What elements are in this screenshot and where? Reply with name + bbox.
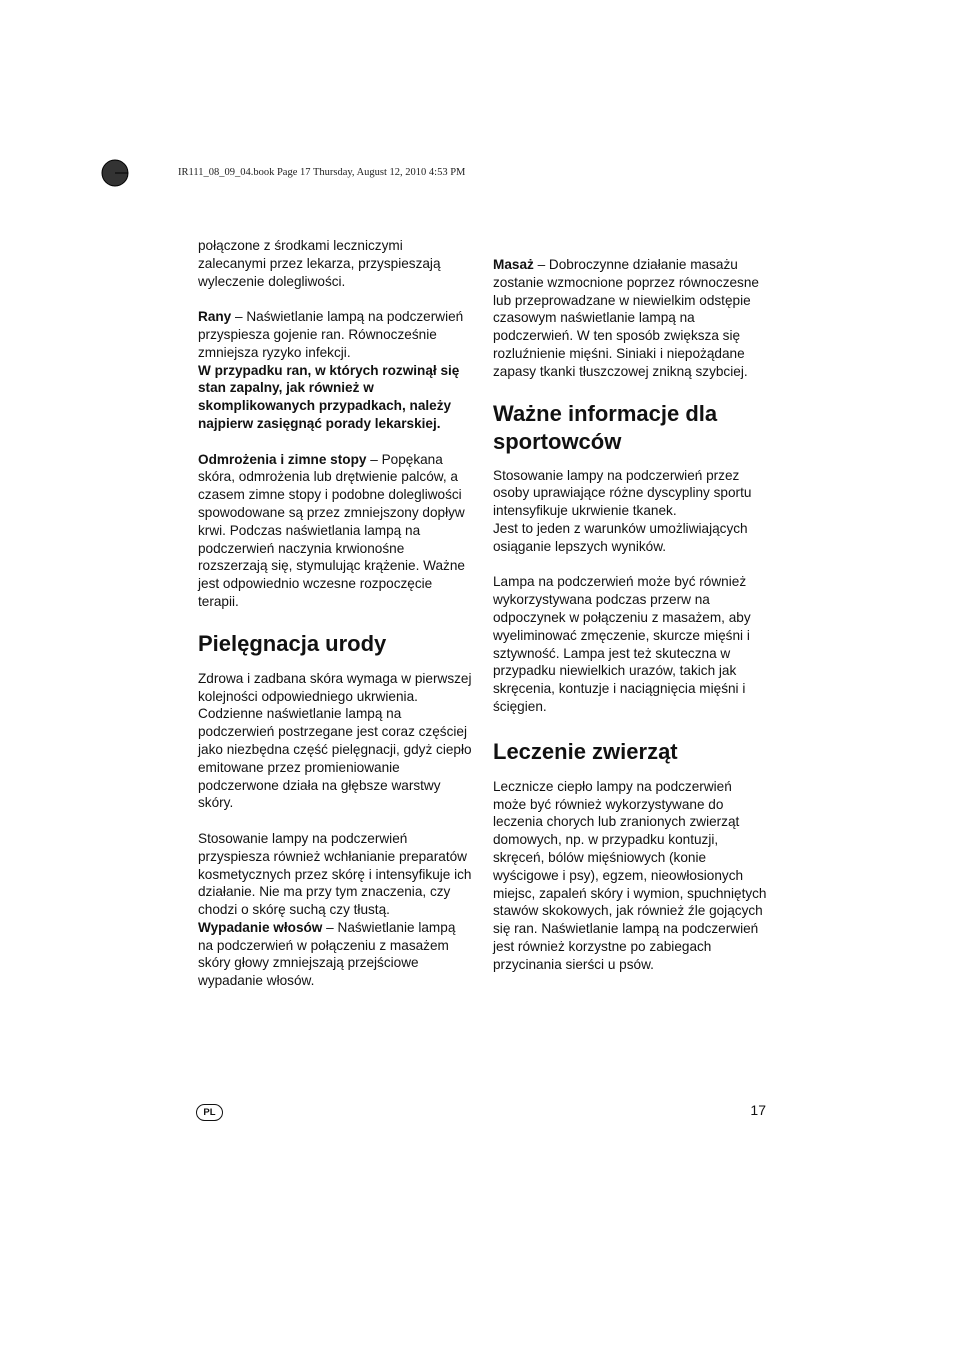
term-massage: Masaż [493, 257, 534, 272]
paragraph-beauty-2: Stosowanie lampy na podczerwień przyspiesza również wchłanianie preparatów kosmetycznych przez skórę i intensyfikuje ich działanie. Nie ma przy tym znaczenia, czy chodzi o skórę suchą czy tłustą. [198, 830, 472, 918]
page-number: 17 [750, 1102, 766, 1118]
paragraph-animals: Lecznicze ciepło lampy na podczerwień może być również wykorzystywane do leczenia chorych lub zranionych zwierząt domowych, np. w przypadku kontuzji, skręceń, bólów mięśniowych (konie wyścigowe i psy), egzem, nieowłosionych miejsc, zapaleń skóry i wymion, spuchniętych stawów skokowych, jak również źle gojących się ran. Naświetlanie lampą na podczerwień jest również korzystne po zabiegach przycinania sierści u psów. [493, 778, 767, 972]
heading-beauty: Pielęgnacja urody [198, 630, 387, 656]
warning-rany: W przypadku ran, w których rozwinął się stan zapalny, jak również w skomplikowanych przypadkach, należy najpierw zasięgnąć porady lekarskiej. [198, 362, 460, 431]
paragraph-intro: połączone z środkami leczniczymi zalecanymi przez lekarza, przyspieszają wyleczenie dolegliwości. [198, 238, 441, 289]
print-header: IR111_08_09_04.book Page 17 Thursday, August 12, 2010 4:53 PM [178, 167, 466, 178]
paragraph-beauty-1: Zdrowa i zadbana skóra wymaga w pierwszej kolejności odpowiedniego ukrwienia. Codzienne naświetlanie lampą na podczerwień postrzegane jest coraz częściej jako niezbędna część pielęgnacji, gdyż ciepło emitowane przez promieniowanie podczerwone działa na głębsze warstwy skóry. [198, 670, 472, 811]
text-massage: – Dobroczynne działanie masażu zostanie wzmocnione poprzez równoczesne lub przeprowadzane w niewielkim odstępie czasowym naświetlanie lampą na podczerwień. W ten sposób zwiększa się rozluźnienie mięśni. Siniaki i niepożądane zapasy tkanki tłuszczowej znikną szybciej. [493, 257, 759, 379]
paragraph-massage [493, 256, 768, 381]
term-rany: Rany [198, 309, 232, 325]
heading-animals: Leczenie zwierząt [493, 738, 678, 764]
paragraph-odmrozenia [198, 451, 473, 611]
heading-sport: Ważne informacje dla sportowców [493, 400, 718, 454]
text-hair: – Naświetlanie lampą na podczerwień w połączeniu z masażem skóry głowy zmniejszają przejściowe wypadanie włosów. [198, 919, 456, 989]
paragraph-rany [198, 308, 473, 361]
paragraph-hair [198, 919, 473, 990]
term-odmrozenia: Odmrożenia i zimne stopy [198, 451, 367, 467]
right-column [493, 256, 768, 974]
paragraph-sport-1: Stosowanie lampy na podczerwień przez osoby uprawiające różne dyscypliny sportu intensyfikuje ukrwienie tkanek. [493, 467, 752, 519]
paragraph-sport-2: Jest to jeden z warunków umożliwiających osiąganie lepszych wyników. [493, 520, 748, 554]
left-column [198, 237, 473, 990]
term-hair: Wypadanie włosów [198, 919, 323, 935]
language-badge: PL [196, 1104, 223, 1121]
text-rany: – Naświetlanie lampą na podczerwień przyspiesza gojenie ran. Równocześnie zmniejsza ryzyko infekcji. [198, 309, 464, 360]
text-odmrozenia: – Popękana skóra, odmrożenia lub drętwienie palców, a czasem zimne stopy i podobne dolegliwości spowodowane są przez zmniejszony dopływ krwi. Podczas naświetlania lampą na podczerwień naczynia krwionośne rozszerzają się, stymulując krążenie. Ważne jest odpowiednio wczesne rozpoczęcie terapii. [198, 451, 465, 609]
paragraph-sport-3: Lampa na podczerwień może być również wykorzystywana podczas przerw na odpoczynek w połączeniu z masażem, aby wyeliminować zmęczenie, skurcze mięśni i sztywność. Lampa jest też skuteczna w przypadku niewielkich urazów, takich jak skręcenia, kontuzje i naciągnięcia mięśni i ścięgien. [493, 574, 751, 714]
